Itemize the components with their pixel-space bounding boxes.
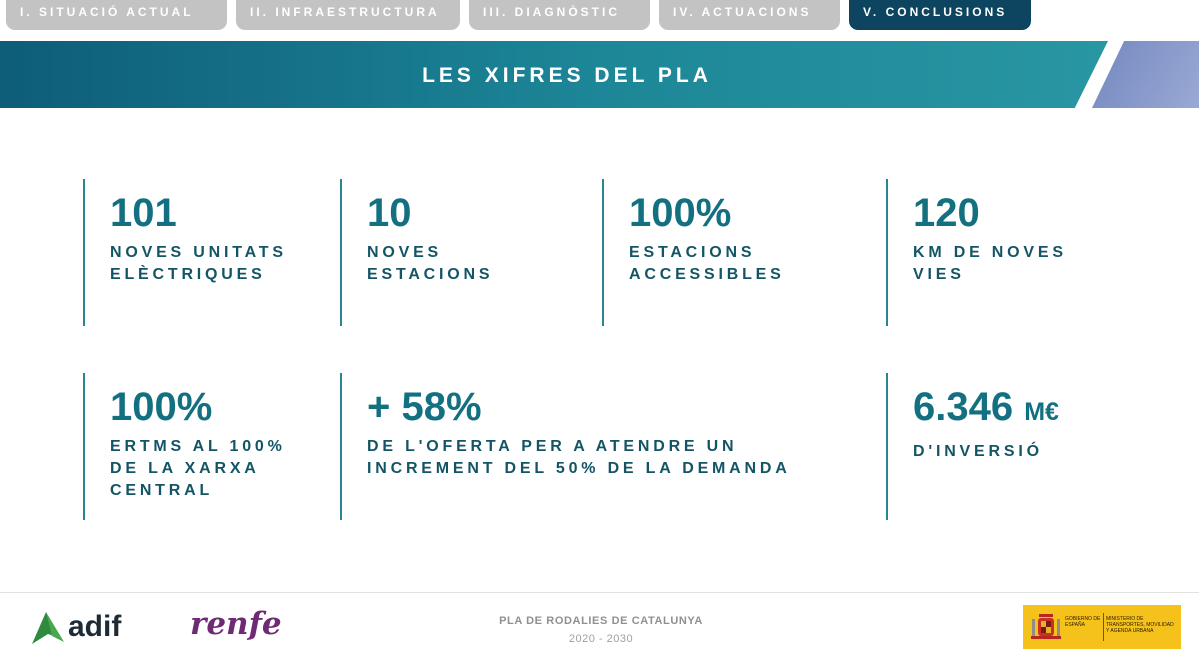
- stat-label: D'INVERSIÓ: [913, 443, 1043, 460]
- stat-ertms: [83, 373, 323, 520]
- stat-label: NOVES UNITATS ELÈCTRIQUES: [110, 244, 287, 283]
- tab-actuacions[interactable]: IV. ACTUACIONS: [659, 0, 840, 30]
- page-title: LES XIFRES DEL PLA: [422, 64, 712, 87]
- gov-divider: [1103, 613, 1104, 641]
- stat-value: + 58%: [367, 385, 482, 429]
- renfe-logo: renfe: [190, 606, 282, 642]
- adif-logo: [30, 608, 150, 648]
- stat-label: ERTMS AL 100% DE LA XARXA CENTRAL: [110, 438, 286, 499]
- ministry-name: MINISTERIO DE TRANSPORTES, MOVILIDAD Y AGENDA URBANA: [1106, 616, 1174, 634]
- footer-plan-years: 2020 - 2030: [568, 633, 634, 645]
- stat-accessible-stations: [602, 179, 872, 326]
- stat-unit: M€: [1024, 398, 1059, 426]
- footer-divider: [0, 592, 1199, 593]
- stat-value: 100%: [629, 191, 732, 235]
- stat-value: 120: [913, 191, 980, 235]
- adif-wordmark: adif: [68, 610, 122, 643]
- stat-offer-increase: [340, 373, 860, 520]
- tab-conclusions[interactable]: V. CONCLUSIONS: [849, 0, 1031, 30]
- stat-label: DE L'OFERTA PER A ATENDRE UN INCREMENT DEL 50% DE LA DEMANDA: [367, 438, 791, 477]
- section-tabs: [0, 0, 1199, 34]
- stat-investment: [886, 373, 1136, 520]
- stat-new-tracks: [886, 179, 1136, 326]
- footer-plan-title: PLA DE RODALIES DE CATALUNYA: [499, 615, 703, 627]
- government-logo: [1023, 605, 1181, 649]
- stat-label: NOVES ESTACIONS: [367, 244, 494, 283]
- adif-leaf-icon: [30, 608, 66, 648]
- stat-value: 10: [367, 191, 412, 235]
- tab-infraestructura[interactable]: II. INFRAESTRUCTURA: [236, 0, 460, 30]
- coat-of-arms-icon: [1029, 610, 1063, 644]
- gov-name: GOBIERNO DE ESPAÑA: [1065, 616, 1101, 628]
- stat-value: 6.346 M€: [913, 385, 1059, 429]
- tab-situacio-actual[interactable]: I. SITUACIÓ ACTUAL: [6, 0, 227, 30]
- stat-new-units: [83, 179, 323, 326]
- stat-value: 100%: [110, 385, 213, 429]
- stat-value: 101: [110, 191, 177, 235]
- tab-diagnostic[interactable]: III. DIAGNÒSTIC: [469, 0, 650, 30]
- stat-new-stations: [340, 179, 590, 326]
- stat-label: KM DE NOVES VIES: [913, 244, 1067, 283]
- stat-label: ESTACIONS ACCESSIBLES: [629, 244, 785, 283]
